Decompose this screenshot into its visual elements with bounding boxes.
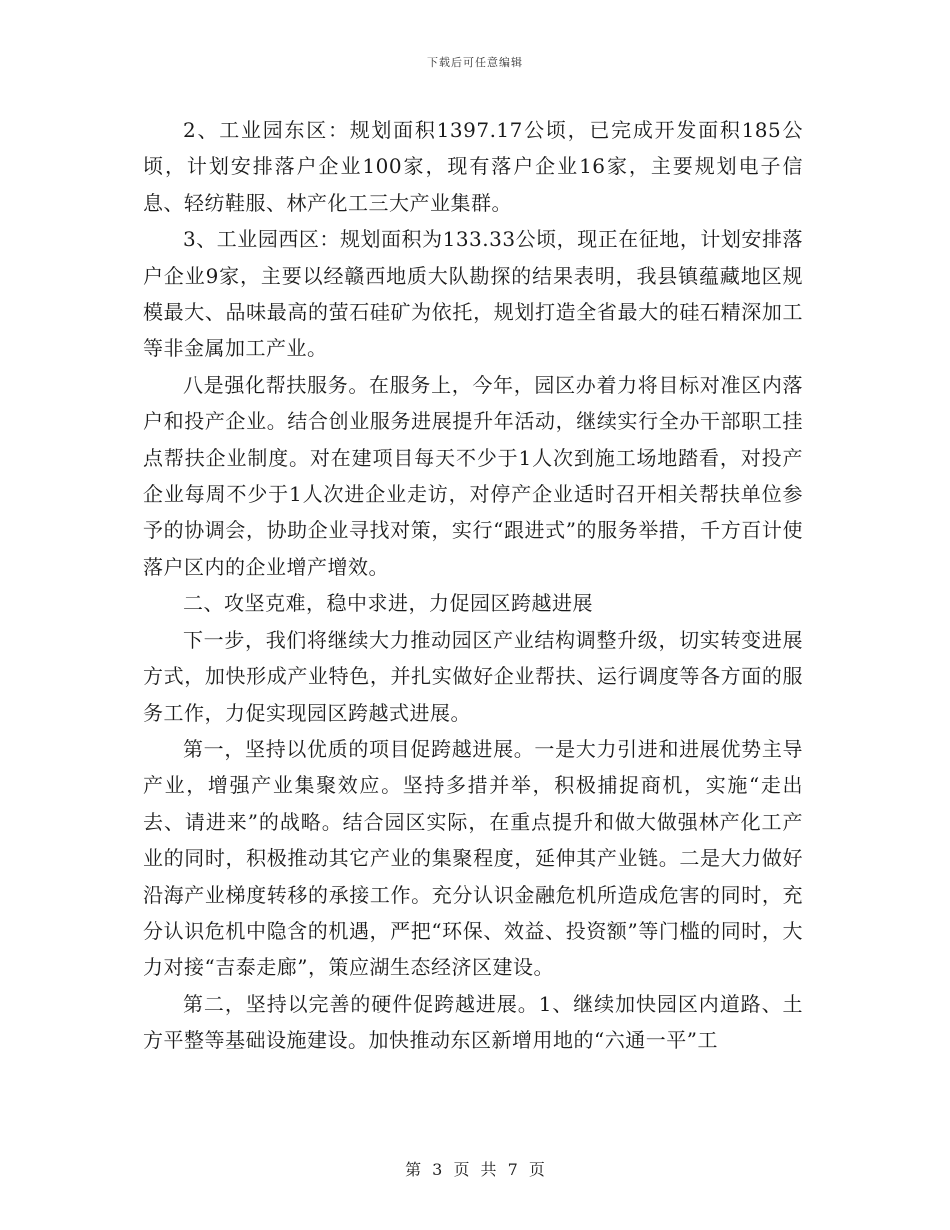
paragraph-second-point: 第二，坚持以完善的硬件促跨越进展。1、继续加快园区内道路、土方平整等基础设施建设。加快推动东区新增用地的“六通一平”工: [143, 991, 803, 1053]
paragraph-support-service: 八是强化帮扶服务。在服务上，今年，园区办着力将目标对准区内落户和投产企业。结合创业服务进展提升年活动，继续实行全办干部职工挂点帮扶企业制度。对在建项目每天不少于1人次到施工场地踏看，对投产企业每周不少于1人次进企业走访，对停产企业适时召开相关帮扶单位参予的协调会，协助企业寻找对策，实行“跟进式”的服务举措，千方百计使落户区内的企业增产增效。: [143, 372, 803, 579]
page-header: 下载后可任意编辑: [427, 56, 523, 69]
section-heading: 二、攻坚克难，稳中求进，力促园区跨越进展: [183, 591, 593, 616]
page-number-footer: 第 3 页 共 7 页: [405, 1160, 545, 1179]
paragraph-first-point: 第一，坚持以优质的项目促跨越进展。一是大力引进和进展优势主导产业，增强产业集聚效应。坚持多措并举，积极捕捉商机，实施“走出去、请进来”的战略。结合园区实际，在重点提升和做大做强林产化工产业的同时，积极推动其它产业的集聚程度，延伸其产业链。二是大力做好沿海产业梯度转移的承接工作。充分认识金融危机所造成危害的同时，充分认识危机中隐含的机遇，严把“环保、效益、投资额”等门槛的同时，大力对接“吉泰走廊”，策应湖生态经济区建设。: [143, 736, 803, 980]
document-body: [143, 112, 803, 1059]
paragraph-west-zone: 3、工业园西区：规划面积为133.33公顷，现正在征地，计划安排落户企业9家，主要以经赣西地质大队勘探的结果表明，我县镇蕴藏地区规模最大、品味最高的萤石硅矿为依托，规划打造全省最大的硅石精深加工等非金属加工产业。: [143, 227, 803, 361]
paragraph-east-zone: 2、工业园东区：规划面积1397.17公顷，已完成开发面积185公顷，计划安排落户企业100家，现有落户企业16家，主要规划电子信息、轻纺鞋服、林产化工三大产业集群。: [143, 118, 803, 215]
paragraph-next-step: 下一步，我们将继续大力推动园区产业结构调整升级，切实转变进展方式，加快形成产业特色，并扎实做好企业帮扶、运行调度等各方面的服务工作，力促实现园区跨越式进展。: [143, 627, 803, 725]
